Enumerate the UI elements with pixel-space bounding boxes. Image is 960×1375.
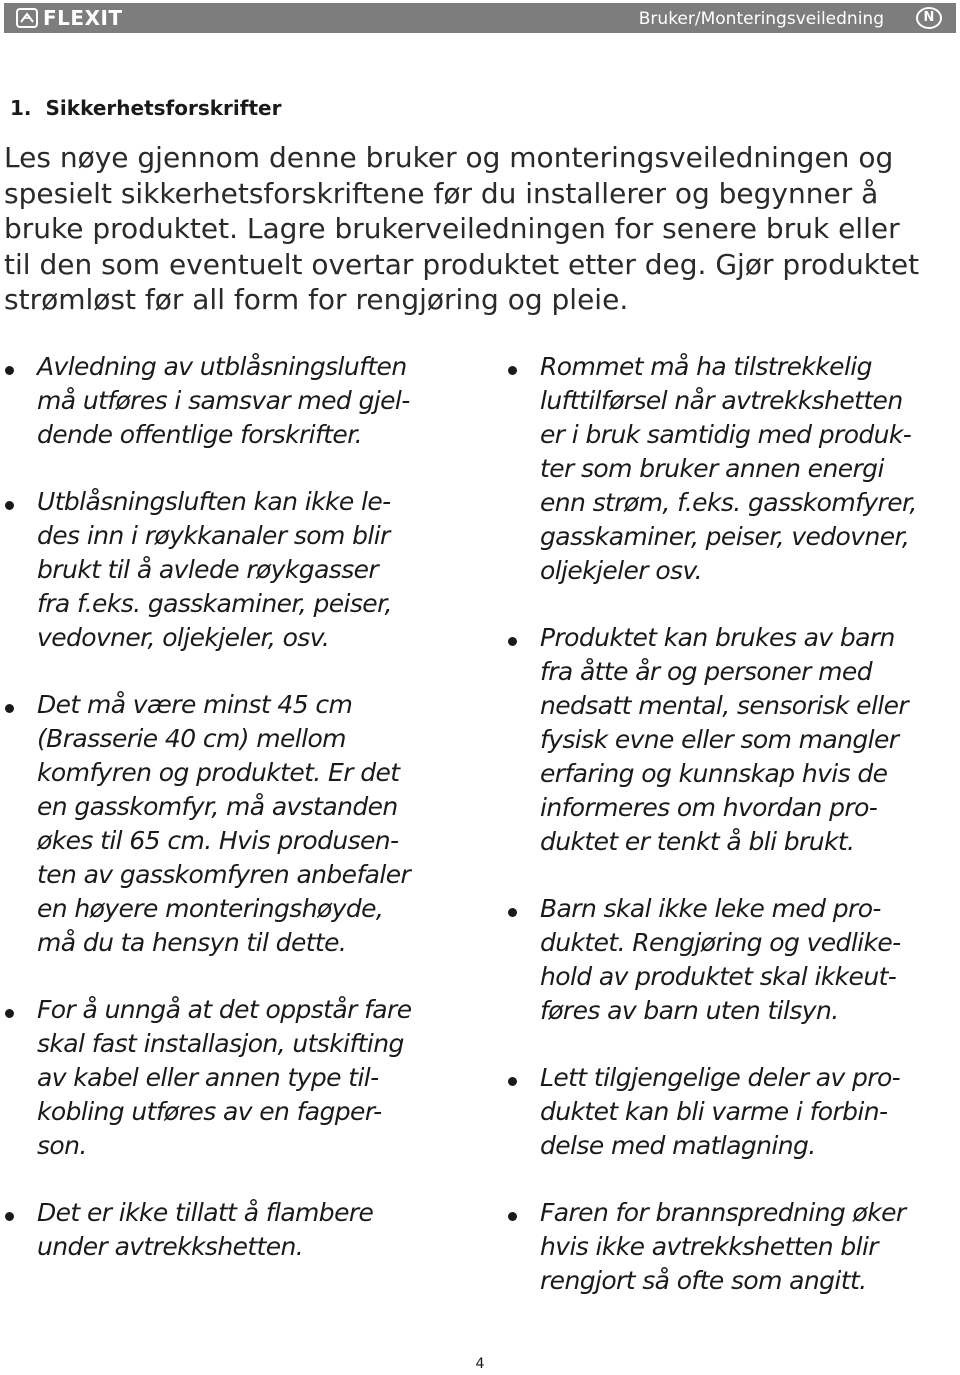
list-item <box>0 350 470 452</box>
list-item-line: duktet er tenkt å bli brukt. <box>540 827 855 856</box>
list-item-line: en gasskomfyr, må avstanden <box>37 792 398 821</box>
list-item <box>503 1061 958 1163</box>
list-item-line: son. <box>37 1131 87 1160</box>
intro-line: strømløst før all form for rengjøring og pleie. <box>4 283 629 316</box>
list-item-line: må du ta hensyn til dette. <box>37 928 347 957</box>
list-item-line: av kabel eller annen type til- <box>37 1063 379 1092</box>
list-item-line: oljekjeler osv. <box>540 556 702 585</box>
intro-line: til den som eventuelt overtar produktet etter deg. Gjør produktet <box>4 247 920 281</box>
list-item-line: økes til 65 cm. Hvis produsen- <box>37 826 399 855</box>
list-item-line: (Brasserie 40 cm) mellom <box>37 724 346 753</box>
list-item-line: Det må være minst 45 cm <box>37 690 353 719</box>
list-item-line: informeres om hvordan pro- <box>540 793 878 822</box>
list-item-line: lufttilførsel når avtrekkshetten <box>540 386 903 415</box>
header-bar <box>4 3 956 33</box>
list-item <box>0 993 470 1163</box>
list-item-line: Det er ikke tillatt å flambere <box>37 1198 374 1227</box>
list-item-line: Avledning av utblåsningsluften <box>37 352 407 381</box>
bullet-icon <box>508 1077 517 1086</box>
bullet-icon <box>508 637 517 646</box>
list-item-line: erfaring og kunnskap hvis de <box>540 759 888 788</box>
list-item-line: Faren for brannspredning øker <box>540 1198 906 1227</box>
list-item-line: Barn skal ikke leke med pro- <box>540 894 881 923</box>
list-item-line: fra f.eks. gasskaminer, peiser, <box>37 589 392 618</box>
document-title: Bruker/Monteringsveiledning <box>638 9 884 29</box>
list-item-line: må utføres i samsvar med gjel- <box>37 386 410 415</box>
bullet-icon <box>5 1212 14 1221</box>
section-number: 1. <box>10 96 32 120</box>
list-item-line: rengjort så ofte som angitt. <box>540 1266 867 1295</box>
list-item <box>503 1196 958 1298</box>
intro-line: bruke produktet. Lagre brukerveiledningen for senere bruk eller <box>4 212 900 245</box>
page-number: 4 <box>475 1356 485 1372</box>
bullet-icon <box>5 704 14 713</box>
list-item-line: ter som bruker annen energi <box>540 454 884 483</box>
safety-list-right <box>503 350 958 1331</box>
brand-logo <box>16 7 123 29</box>
list-item-line: dende offentlige forskrifter. <box>37 420 362 449</box>
bullet-icon <box>5 501 14 510</box>
list-item-line: brukt til å avlede røykgasser <box>37 555 379 584</box>
bullet-icon <box>508 1212 517 1221</box>
list-item-line: Rommet må ha tilstrekkelig <box>540 352 872 381</box>
list-item-line: duktet. Rengjøring og vedlike- <box>540 928 901 957</box>
list-item <box>503 621 958 859</box>
list-item-line: skal fast installasjon, utskifting <box>37 1029 404 1058</box>
list-item-line: nedsatt mental, sensorisk eller <box>540 691 909 720</box>
list-item-line: For å unngå at det oppstår fare <box>37 995 412 1024</box>
list-item-line: ten av gasskomfyren anbefaler <box>37 860 411 889</box>
bullet-icon <box>5 1009 14 1018</box>
list-item <box>0 1196 470 1264</box>
section-title: Sikkerhetsforskrifter <box>45 96 282 120</box>
list-item <box>503 892 958 1028</box>
safety-list-left <box>0 350 470 1297</box>
bullet-icon <box>5 366 14 375</box>
list-item-line: Produktet kan brukes av barn <box>540 623 895 652</box>
flexit-logo-icon <box>16 8 38 28</box>
list-item-line: føres av barn uten tilsyn. <box>540 996 839 1025</box>
list-item-line: kobling utføres av en fagper- <box>37 1097 382 1126</box>
intro-line: spesielt sikkerhetsforskriftene før du installerer og begynner å <box>4 176 879 210</box>
list-item-line: er i bruk samtidig med produk- <box>540 420 912 449</box>
list-item-line: under avtrekkshetten. <box>37 1232 304 1261</box>
list-item-line: gasskaminer, peiser, vedovner, <box>540 522 910 551</box>
list-item-line: fra åtte år og personer med <box>540 657 872 686</box>
language-badge: N <box>916 7 942 29</box>
list-item-line: des inn i røykkanaler som blir <box>37 521 390 550</box>
list-item-line: komfyren og produktet. Er det <box>37 758 400 787</box>
list-item-line: hold av produktet skal ikkeut- <box>540 962 897 991</box>
intro-line: Les nøye gjennom denne bruker og monteringsveiledningen og <box>4 141 894 174</box>
list-item-line: vedovner, oljekjeler, osv. <box>37 623 330 652</box>
list-item-line: Lett tilgjengelige deler av pro- <box>540 1063 901 1092</box>
list-item-line: en høyere monteringshøyde, <box>37 894 384 923</box>
intro-paragraph <box>4 140 954 318</box>
list-item-line: hvis ikke avtrekkshetten blir <box>540 1232 878 1261</box>
list-item-line: Utblåsningsluften kan ikke le- <box>37 487 391 516</box>
list-item <box>0 688 470 960</box>
brand-name: FLEXIT <box>43 6 123 30</box>
section-heading <box>10 96 281 120</box>
list-item-line: enn strøm, f.eks. gasskomfyrer, <box>540 488 917 517</box>
bullet-icon <box>508 908 517 917</box>
bullet-icon <box>508 366 517 375</box>
list-item <box>0 485 470 655</box>
list-item-line: fysisk evne eller som mangler <box>540 725 899 754</box>
list-item <box>503 350 958 588</box>
list-item-line: duktet kan bli varme i forbin- <box>540 1097 888 1126</box>
list-item-line: delse med matlagning. <box>540 1131 816 1160</box>
